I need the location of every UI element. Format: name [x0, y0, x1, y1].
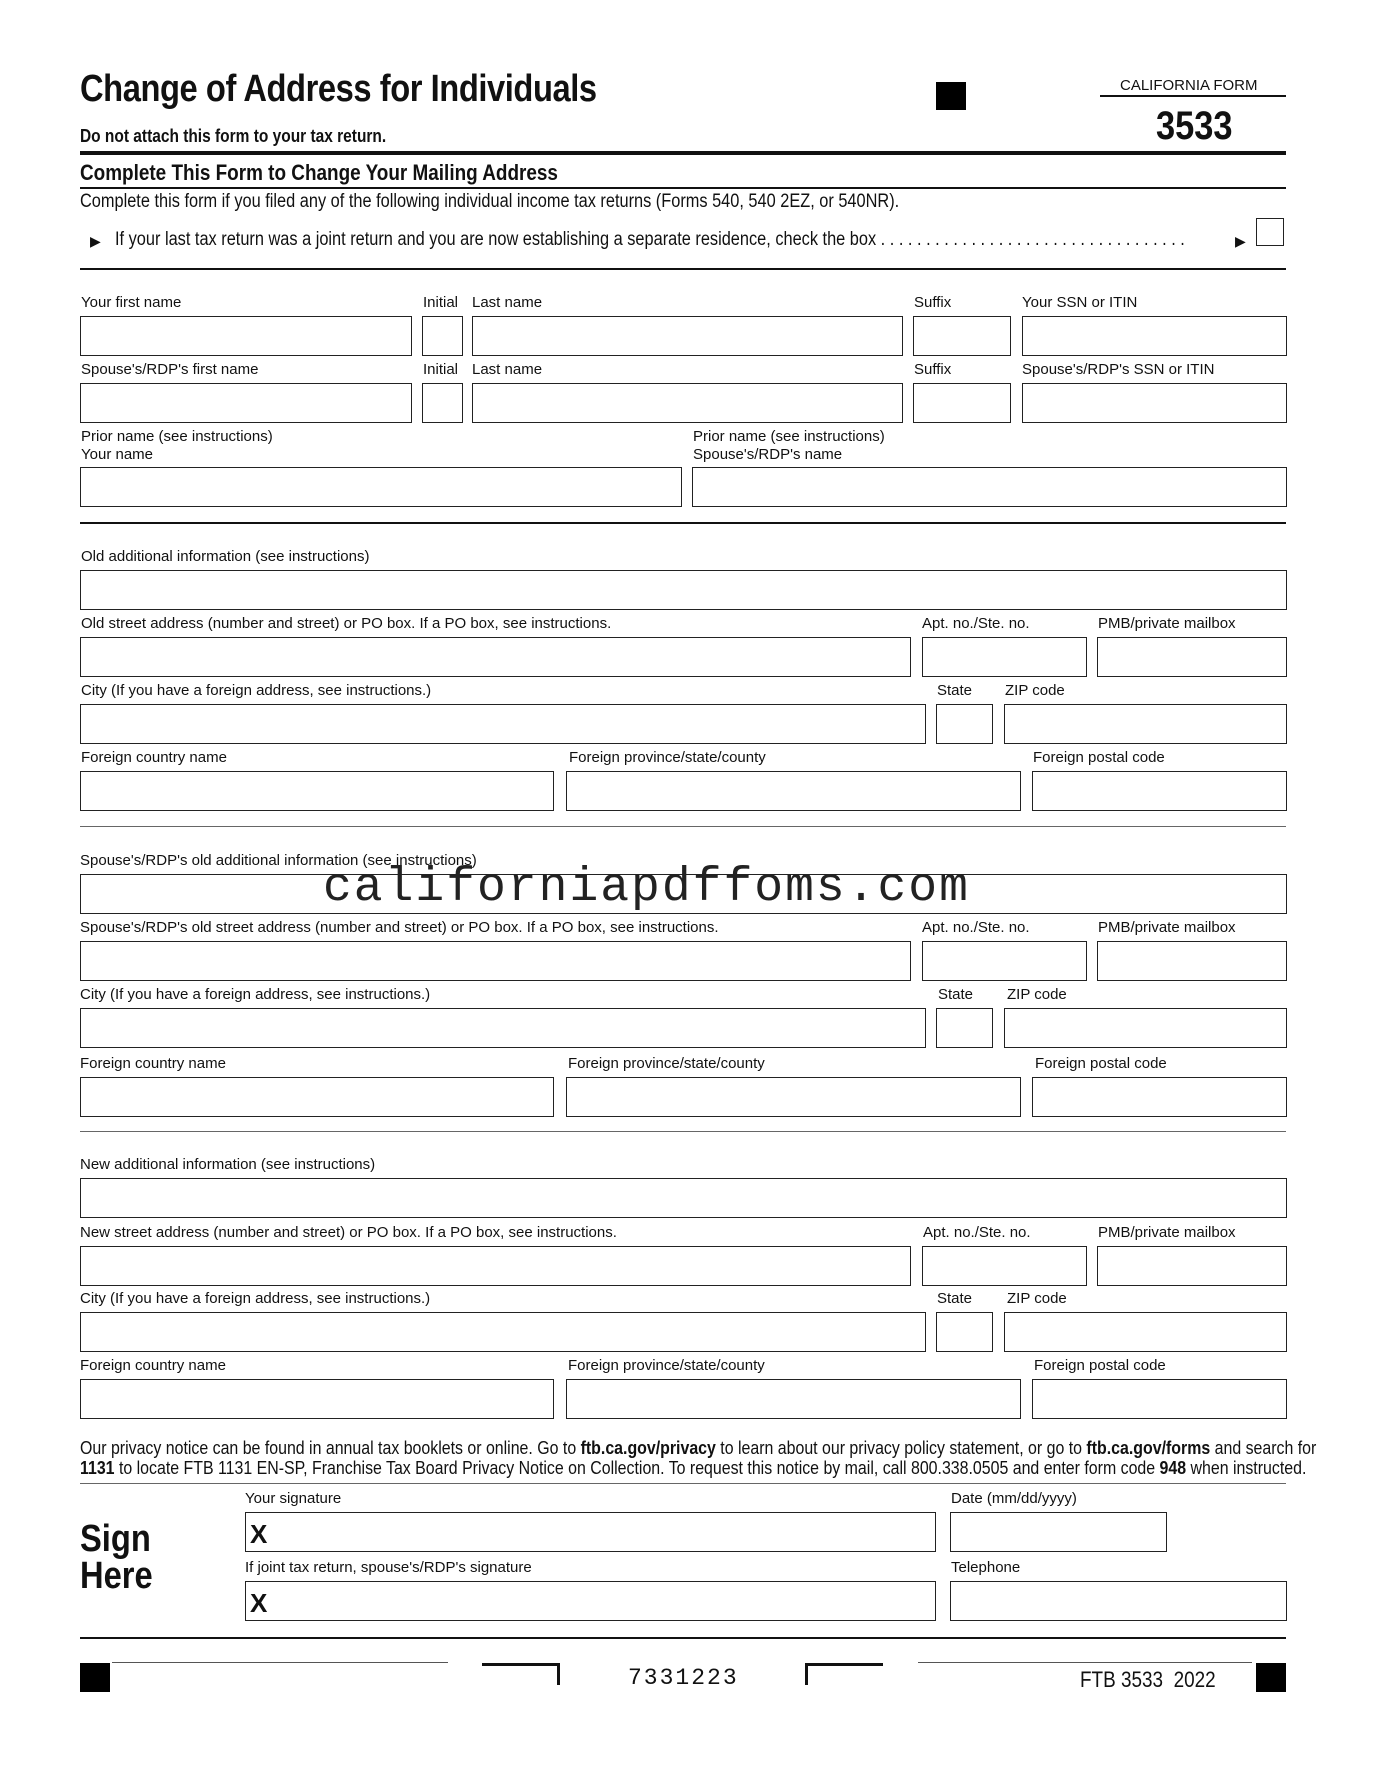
spouse-last-name-field[interactable] — [472, 383, 903, 423]
form-label: CALIFORNIA FORM — [1120, 77, 1258, 94]
new-street-field[interactable] — [80, 1246, 911, 1286]
suffix-label: Suffix — [914, 294, 952, 311]
sign-here-heading-line1: Sign — [80, 1518, 151, 1560]
spouse-last-name-label: Last name — [472, 361, 543, 378]
privacy-code: 1131 — [80, 1457, 115, 1478]
old-province-label: Foreign province/state/county — [569, 749, 766, 766]
privacy-code: 948 — [1159, 1457, 1187, 1478]
new-pmb-label: PMB/private mailbox — [1098, 1224, 1236, 1241]
spouse-initial-label: Initial — [423, 361, 459, 378]
prior-name-sublabel: Your name — [81, 446, 153, 463]
prior-name-label: Prior name (see instructions) — [81, 428, 273, 445]
new-state-label: State — [937, 1290, 973, 1307]
new-zip-label: ZIP code — [1007, 1290, 1067, 1307]
privacy-text: Our privacy notice can be found in annual tax booklets or online. Go to — [80, 1437, 581, 1458]
spouse-initial-field[interactable] — [422, 383, 463, 423]
spouse-first-name-field[interactable] — [80, 383, 412, 423]
new-postal-field[interactable] — [1032, 1379, 1287, 1419]
spouse-signature-field[interactable] — [245, 1581, 936, 1621]
spouse-old-city-label: City (If you have a foreign address, see instructions.) — [80, 986, 431, 1003]
footer-rule-right — [918, 1662, 1252, 1663]
new-city-field[interactable] — [80, 1312, 926, 1352]
forms-link[interactable]: ftb.ca.gov/forms — [1086, 1437, 1211, 1458]
new-additional-field[interactable] — [80, 1178, 1287, 1218]
date-label: Date (mm/dd/yyyy) — [951, 1490, 1077, 1507]
privacy-text: to locate FTB 1131 EN-SP, Franchise Tax Board Privacy Notice on Collection. To request this notice by mail, call 800.338.0505 and enter form code — [114, 1457, 1160, 1478]
old-city-label: City (If you have a foreign address, see instructions.) — [81, 682, 432, 699]
old-pmb-field[interactable] — [1097, 637, 1287, 677]
spouse-old-street-field[interactable] — [80, 941, 911, 981]
old-additional-label: Old additional information (see instructions) — [81, 548, 370, 565]
old-province-field[interactable] — [566, 771, 1021, 811]
spouse-suffix-field[interactable] — [913, 383, 1011, 423]
old-country-field[interactable] — [80, 771, 554, 811]
last-name-field[interactable] — [472, 316, 903, 356]
spouse-suffix-label: Suffix — [914, 361, 952, 378]
spouse-old-street-label: Spouse's/RDP's old street address (number and street) or PO box. If a PO box, see instructions. — [80, 919, 719, 936]
spouse-signature-label: If joint tax return, spouse's/RDP's signature — [245, 1559, 532, 1576]
form-subtitle: Do not attach this form to your tax return. — [80, 126, 387, 146]
privacy-notice-line1 — [80, 1437, 1316, 1459]
old-postal-label: Foreign postal code — [1033, 749, 1165, 766]
signature-x-mark: X — [250, 1519, 268, 1549]
watermark: californiapdffoms.com — [323, 861, 970, 915]
spouse-old-state-label: State — [938, 986, 974, 1003]
old-country-label: Foreign country name — [81, 749, 227, 766]
footer-rule-left — [112, 1662, 448, 1663]
signature-x-mark: X — [250, 1588, 268, 1618]
spouse-old-zip-label: ZIP code — [1007, 986, 1067, 1003]
registration-mark-bottom-right — [1256, 1663, 1286, 1692]
form-label-rule — [1100, 95, 1286, 97]
ssn-field[interactable] — [1022, 316, 1287, 356]
sign-here-heading-line2: Here — [80, 1555, 153, 1597]
spouse-old-city-field[interactable] — [80, 1008, 926, 1048]
old-additional-field[interactable] — [80, 570, 1287, 610]
divider — [80, 1483, 1286, 1484]
scan-bracket-left — [482, 1663, 560, 1685]
registration-mark-top — [936, 82, 966, 110]
old-pmb-label: PMB/private mailbox — [1098, 615, 1236, 632]
new-street-label: New street address (number and street) or PO box. If a PO box, see instructions. — [80, 1224, 617, 1241]
first-name-label: Your first name — [81, 294, 182, 311]
new-zip-field[interactable] — [1004, 1312, 1287, 1352]
divider — [80, 268, 1286, 270]
spouse-old-state-field[interactable] — [936, 1008, 993, 1048]
spouse-old-pmb-label: PMB/private mailbox — [1098, 919, 1236, 936]
new-pmb-field[interactable] — [1097, 1246, 1287, 1286]
initial-label: Initial — [423, 294, 459, 311]
spouse-old-additional-label: Spouse's/RDP's old additional information (see instructions) — [80, 852, 477, 869]
telephone-field[interactable] — [950, 1581, 1287, 1621]
old-city-field[interactable] — [80, 704, 926, 744]
old-apt-field[interactable] — [922, 637, 1087, 677]
your-signature-label: Your signature — [245, 1490, 342, 1507]
spouse-prior-name-label: Prior name (see instructions) — [693, 428, 885, 445]
initial-field[interactable] — [422, 316, 463, 356]
section-rule — [80, 187, 1286, 189]
new-province-field[interactable] — [566, 1379, 1021, 1419]
suffix-field[interactable] — [913, 316, 1011, 356]
privacy-link[interactable]: ftb.ca.gov/privacy — [580, 1437, 716, 1458]
last-name-label: Last name — [472, 294, 543, 311]
header-rule — [80, 151, 1286, 155]
arrow-icon: ▶ — [1235, 233, 1246, 249]
privacy-notice-line2 — [80, 1457, 1306, 1479]
old-state-field[interactable] — [936, 704, 993, 744]
new-country-field[interactable] — [80, 1379, 554, 1419]
old-apt-label: Apt. no./Ste. no. — [922, 615, 1030, 632]
privacy-text: when instructed. — [1186, 1457, 1307, 1478]
new-city-label: City (If you have a foreign address, see instructions.) — [80, 1290, 431, 1307]
new-apt-label: Apt. no./Ste. no. — [923, 1224, 1031, 1241]
divider — [80, 1637, 1286, 1639]
new-postal-label: Foreign postal code — [1034, 1357, 1166, 1374]
separate-residence-checkbox[interactable] — [1256, 218, 1284, 246]
new-apt-field[interactable] — [922, 1246, 1087, 1286]
old-postal-field[interactable] — [1032, 771, 1287, 811]
spouse-old-province-label: Foreign province/state/county — [568, 1055, 765, 1072]
new-additional-label: New additional information (see instructions) — [80, 1156, 376, 1173]
spouse-first-name-label: Spouse's/RDP's first name — [81, 361, 259, 378]
spouse-old-country-label: Foreign country name — [80, 1055, 226, 1072]
section-heading: Complete This Form to Change Your Mailing Address — [80, 160, 558, 185]
spouse-old-postal-label: Foreign postal code — [1035, 1055, 1167, 1072]
old-state-label: State — [937, 682, 973, 699]
your-signature-field[interactable] — [245, 1512, 936, 1552]
old-street-field[interactable] — [80, 637, 911, 677]
new-country-label: Foreign country name — [80, 1357, 226, 1374]
arrow-icon: ▶ — [90, 233, 101, 249]
spouse-prior-name-field[interactable] — [692, 467, 1287, 507]
divider — [80, 1131, 1286, 1132]
spouse-ssn-field[interactable] — [1022, 383, 1287, 423]
spouse-old-zip-field[interactable] — [1004, 1008, 1287, 1048]
spouse-prior-name-sublabel: Spouse's/RDP's name — [693, 446, 843, 463]
joint-return-text: If your last tax return was a joint return and you are now establishing a separate residence, check the box . . . . . . . . . . . . . . . . . . . . . . . . . . . . . . . . . . — [115, 229, 1185, 250]
registration-mark-bottom-left — [80, 1663, 110, 1692]
spouse-old-apt-label: Apt. no./Ste. no. — [922, 919, 1030, 936]
spouse-old-province-field[interactable] — [566, 1077, 1021, 1117]
ssn-label: Your SSN or ITIN — [1022, 294, 1138, 311]
telephone-label: Telephone — [951, 1559, 1021, 1576]
divider — [80, 826, 1286, 827]
first-name-field[interactable] — [80, 316, 412, 356]
form-number: 3533 — [1156, 104, 1233, 148]
barcode-number: 7331223 — [628, 1665, 739, 1691]
form-title: Change of Address for Individuals — [80, 68, 597, 110]
spouse-old-pmb-field[interactable] — [1097, 941, 1287, 981]
divider — [80, 522, 1286, 524]
privacy-text: and search for — [1210, 1437, 1317, 1458]
section-intro: Complete this form if you filed any of the following individual income tax returns (Forms 540, 540 2EZ, or 540NR). — [80, 191, 900, 212]
privacy-text: to learn about our privacy policy statement, or go to — [715, 1437, 1087, 1458]
date-field[interactable] — [950, 1512, 1167, 1552]
form-id: FTB 3533 2022 — [1080, 1667, 1216, 1692]
prior-name-field[interactable] — [80, 467, 682, 507]
spouse-old-postal-field[interactable] — [1032, 1077, 1287, 1117]
old-zip-field[interactable] — [1004, 704, 1287, 744]
new-state-field[interactable] — [936, 1312, 993, 1352]
spouse-ssn-label: Spouse's/RDP's SSN or ITIN — [1022, 361, 1215, 378]
spouse-old-country-field[interactable] — [80, 1077, 554, 1117]
old-street-label: Old street address (number and street) or PO box. If a PO box, see instructions. — [81, 615, 612, 632]
old-zip-label: ZIP code — [1005, 682, 1065, 699]
spouse-old-apt-field[interactable] — [922, 941, 1087, 981]
scan-bracket-right — [805, 1663, 883, 1685]
new-province-label: Foreign province/state/county — [568, 1357, 765, 1374]
